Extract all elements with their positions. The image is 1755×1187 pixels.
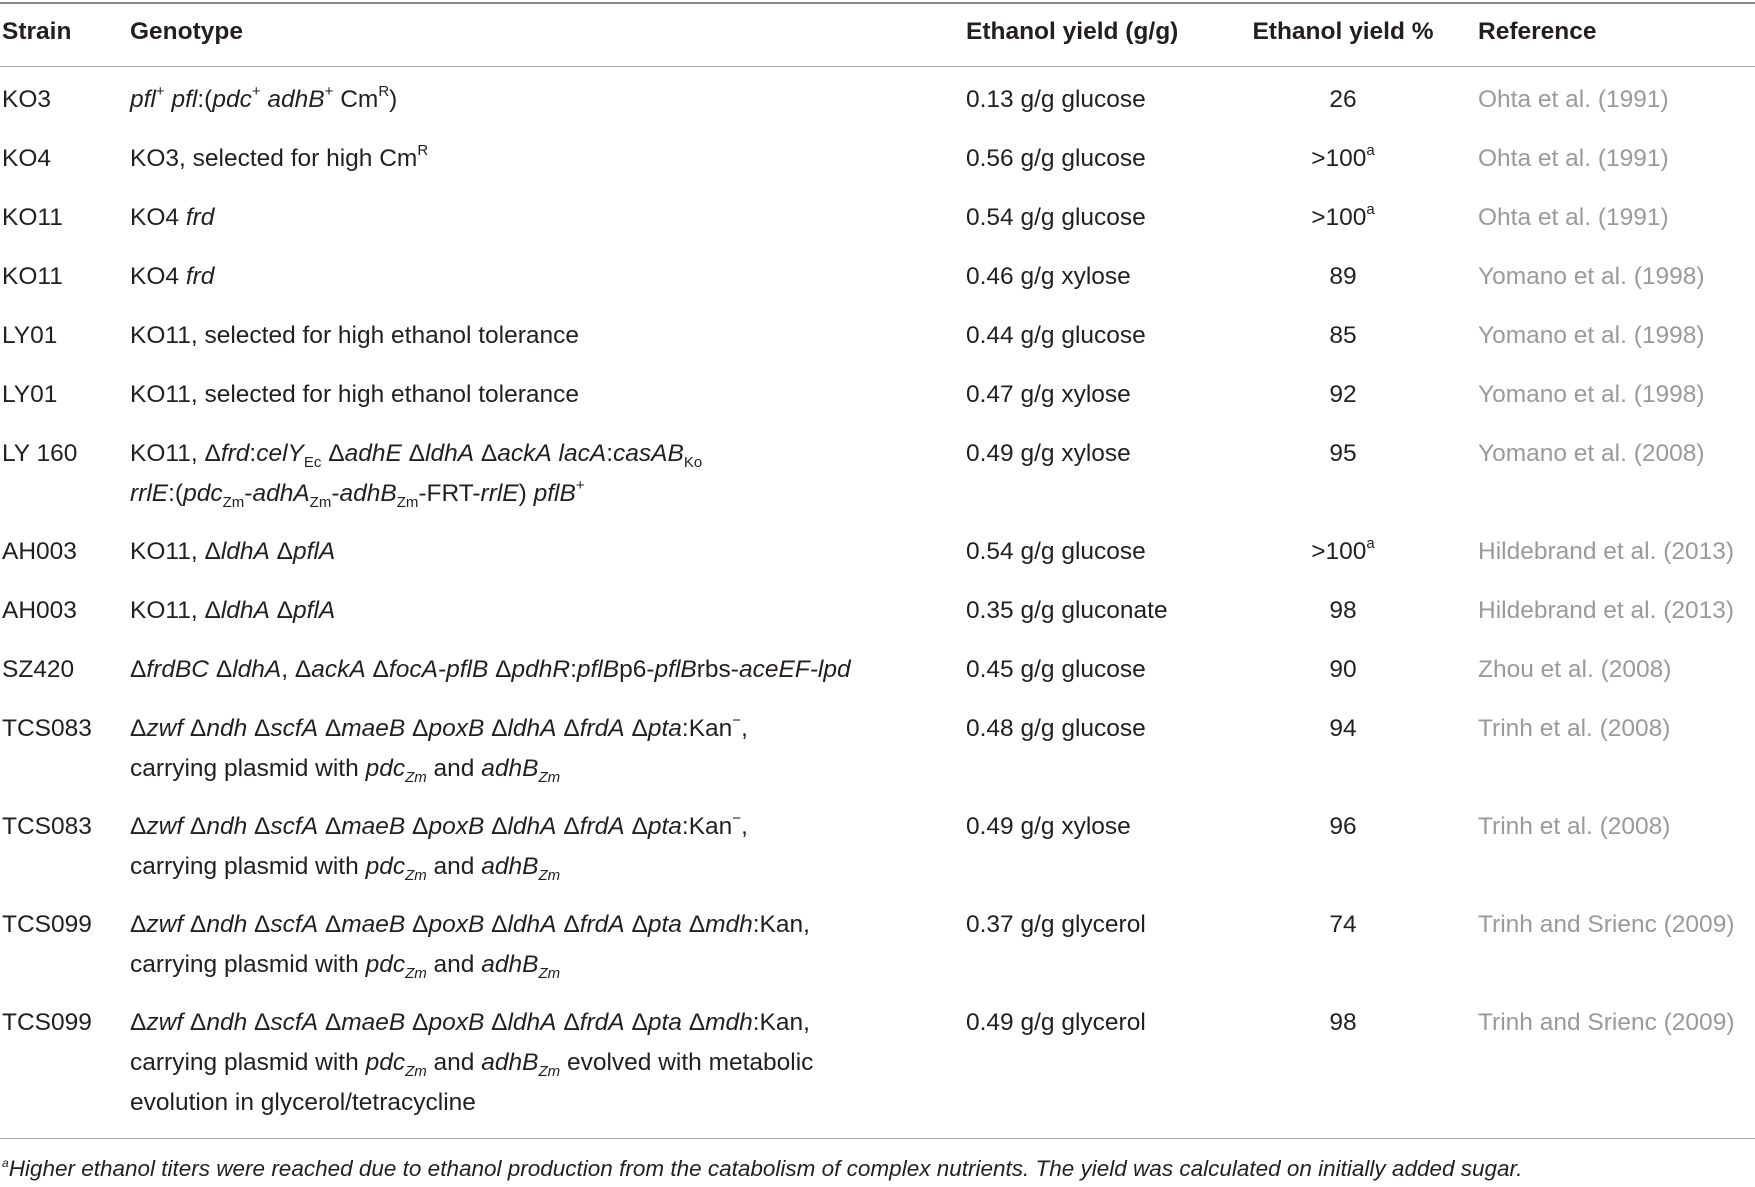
yield-cell: 0.46 g/g xylose [966,263,1131,290]
table-footnote: $^a$Higher ethanol titers were reached due to ethanol production from the catabolism of complex nutrients. The yield was calculated on initially added sugar. [2,1156,1523,1181]
genotype-cell: KO4 frd [130,204,215,231]
strain-cell: LY 160 [2,440,78,467]
reference-cell: Ohta et al. (1991) [1478,145,1669,172]
strain-cell: AH003 [2,538,77,565]
top-rule [0,2,1755,4]
yield-pct-cell: 95 [1329,440,1357,467]
genotype-cell: Δzwf Δndh ΔscfA ΔmaeB ΔpoxB ΔldhA ΔfrdA Δpta:Kan−, carrying plasmid with pdc$_{Zm}$ and adhB$_{Zm}$ [130,712,748,786]
genotype-cell: Δzwf Δndh ΔscfA ΔmaeB ΔpoxB ΔldhA ΔfrdA Δpta Δmdh:Kan, carrying plasmid with pdc$_{Zm}$ and adhB$_{Zm}$ evolved with metabolic evolution in glycerol/tetracycline [130,1009,814,1116]
header-rule [0,66,1755,67]
strain-cell: TCS099 [2,1009,92,1036]
yield-cell: 0.49 g/g xylose [966,440,1131,467]
strain-cell: TCS083 [2,715,92,742]
yield-cell: 0.13 g/g glucose [966,86,1146,113]
strain-cell: LY01 [2,381,58,408]
header-strain: Strain [2,18,72,45]
reference-cell: Ohta et al. (1991) [1478,86,1669,113]
genotype-cell: KO11, ΔldhA ΔpflA [130,538,336,565]
header-ethanol-yield-pct: Ethanol yield % [1252,18,1434,45]
strain-cell: SZ420 [2,656,75,683]
yield-cell: 0.37 g/g glycerol [966,911,1146,938]
yield-pct-cell: $>100^a$ [1311,535,1375,565]
yield-pct-cell: 94 [1329,715,1357,742]
strain-cell: LY01 [2,322,58,349]
yield-cell: 0.44 g/g glucose [966,322,1146,349]
strain-cell: AH003 [2,597,77,624]
strain-cell: KO4 [2,145,52,172]
genotype-cell: KO11, ΔldhA ΔpflA [130,597,336,624]
genotype-cell: KO3, selected for high $Cm^R$ [130,142,429,172]
reference-cell: Hildebrand et al. (2013) [1478,597,1735,624]
yield-cell: 0.54 g/g glucose [966,538,1146,565]
strain-cell: KO3 [2,86,52,113]
genotype-cell: KO11, selected for high ethanol tolerance [130,381,580,408]
yield-cell: 0.48 g/g glucose [966,715,1146,742]
reference-cell: Yomano et al. (1998) [1478,381,1705,408]
yield-pct-cell: 98 [1329,597,1357,624]
yield-pct-cell: $>100^a$ [1311,201,1375,231]
genotype-cell: KO11, selected for high ethanol tolerance [130,322,580,349]
reference-cell: Yomano et al. (1998) [1478,263,1705,290]
yield-cell: 0.47 g/g xylose [966,381,1131,408]
genotype-cell: KO11, Δfrd:celY$_{Ec}$ ΔadhE ΔldhA ΔackA lacA:casAB$_{Ko}$ rrlE:(pdc$_{Zm}$-adhA$_{Zm}$-adhB$_{Zm}$-FRT-rrlE) pflB+ [130,440,703,511]
reference-cell: Yomano et al. (2008) [1478,440,1705,467]
genotype-cell: ΔfrdBC ΔldhA, ΔackA ΔfocA-pflB ΔpdhR:pflBp6-pflBrbs-aceEF-lpd [130,656,851,683]
genotype-cell: KO4 frd [130,263,215,290]
yield-pct-cell: 85 [1329,322,1357,349]
header-genotype: Genotype [130,18,243,45]
yield-cell: 0.45 g/g glucose [966,656,1146,683]
yield-pct-cell: $>100^a$ [1311,142,1375,172]
strain-cell: KO11 [2,204,63,231]
yield-cell: 0.35 g/g gluconate [966,597,1168,624]
yield-pct-cell: 96 [1329,813,1357,840]
yield-cell: 0.49 g/g glycerol [966,1009,1146,1036]
yield-cell: 0.56 g/g glucose [966,145,1146,172]
strain-cell: TCS083 [2,813,92,840]
genotype-cell: pfl+ pfl:(pdc+ adhB+ $Cm^R$) [130,83,398,113]
reference-cell: Hildebrand et al. (2013) [1478,538,1735,565]
yield-cell: 0.54 g/g glucose [966,204,1146,231]
reference-cell: Trinh and Srienc (2009) [1478,911,1735,938]
header-ethanol-yield: Ethanol yield (g/g) [966,18,1179,45]
yield-pct-cell: 98 [1329,1009,1357,1036]
yield-pct-cell: 89 [1329,263,1357,290]
yield-pct-cell: 26 [1329,86,1357,113]
yield-pct-cell: 92 [1329,381,1357,408]
reference-cell: Ohta et al. (1991) [1478,204,1669,231]
strain-cell: TCS099 [2,911,92,938]
yield-cell: 0.49 g/g xylose [966,813,1131,840]
reference-cell: Yomano et al. (1998) [1478,322,1705,349]
header-reference: Reference [1478,18,1597,45]
yield-pct-cell: 74 [1329,911,1357,938]
genotype-cell: Δzwf Δndh ΔscfA ΔmaeB ΔpoxB ΔldhA ΔfrdA Δpta Δmdh:Kan, carrying plasmid with pdc$_{Zm}$ and adhB$_{Zm}$ [130,911,810,982]
bottom-rule [0,1138,1755,1139]
reference-cell: Trinh et al. (2008) [1478,813,1671,840]
reference-cell: Trinh and Srienc (2009) [1478,1009,1735,1036]
genotype-cell: Δzwf Δndh ΔscfA ΔmaeB ΔpoxB ΔldhA ΔfrdA Δpta:Kan−, carrying plasmid with pdc$_{Zm}$ and adhB$_{Zm}$ [130,810,748,884]
reference-cell: Trinh et al. (2008) [1478,715,1671,742]
yield-pct-cell: 90 [1329,656,1357,683]
strain-cell: KO11 [2,263,63,290]
reference-cell: Zhou et al. (2008) [1478,656,1672,683]
